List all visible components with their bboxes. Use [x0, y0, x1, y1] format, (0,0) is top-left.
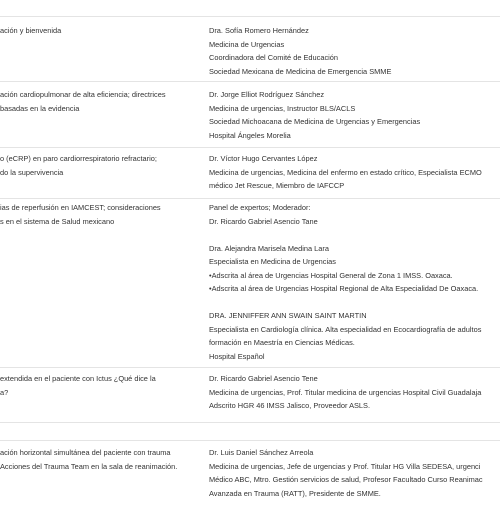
- table-row: [0, 148, 500, 199]
- speaker-cell: [209, 24, 500, 78]
- speaker-detail: Avanzada en Trauma (RATT), Presidente de SMME.: [209, 488, 381, 498]
- spacer: [209, 228, 500, 242]
- speaker-detail: médico Jet Rescue, Miembro de IAFCCP: [209, 181, 345, 190]
- speaker-name: Dr. Luis Daniel Sánchez Arreola: [209, 448, 314, 457]
- speaker-detail: Médico ABC, Mtro. Gestión servicios de salud, Profesor Facultado Curso Reanimac: [209, 475, 483, 484]
- speaker-cell: [209, 201, 500, 363]
- table-row: [0, 441, 500, 511]
- topic-text: Acciones del Trauma Team en la sala de reanimación.: [0, 461, 178, 471]
- speaker-cell: [209, 446, 500, 500]
- table-row: [0, 199, 500, 368]
- speaker-cell: [209, 88, 500, 142]
- speaker-detail: Medicina de urgencias, Medicina del enfermo en estado crítico, Especialista ECMO: [209, 167, 482, 177]
- speaker-detail: Especialista en Medicina de Urgencias: [209, 257, 336, 266]
- speaker-name: Dr. Ricardo Gabriel Asencio Tene: [209, 374, 318, 383]
- table-top-border: [0, 0, 500, 17]
- speaker-detail: Especialista en Cardiología clínica. Alta especialidad en Ecocardiografía de adultos: [209, 324, 482, 334]
- speaker-detail: Medicina de urgencias, Jefe de urgencias y Prof. Titular HG Villa SEDESA, urgenci: [209, 461, 481, 471]
- speaker-name: Dr. Víctor Hugo Cervantes López: [209, 154, 318, 163]
- table-row: [0, 82, 500, 148]
- speaker-detail: Medicina de urgencias, Prof. Titular medicina de urgencias Hospital Civil Guadalaja: [209, 387, 482, 397]
- topic-text: ación cardiopulmonar de alta eficiencia; directrices: [0, 90, 166, 99]
- speaker-cell: [209, 372, 500, 413]
- table-row: [0, 368, 500, 423]
- topic-text: ias de reperfusión en IAMCEST; consideraciones: [0, 203, 161, 212]
- topic-text: do la supervivencia: [0, 167, 64, 177]
- speaker-detail: Sociedad Mexicana de Medicina de Emergencia SMME: [209, 66, 392, 76]
- speaker-name: DRA. JENNIFFER ANN SWAIN SAINT MARTIN: [209, 311, 367, 320]
- speaker-detail: Sociedad Michoacana de Medicina de Urgencias y Emergencias: [209, 117, 421, 126]
- speaker-detail: Medicina de urgencias, Instructor BLS/ACLS: [209, 103, 356, 113]
- topic-text: o (eCRP) en paro cardiorrespiratorio refractario;: [0, 154, 157, 163]
- topic-cell: [0, 446, 190, 473]
- speaker-detail: Medicina de Urgencias: [209, 39, 285, 49]
- speaker-detail: Adscrito HGR 46 IMSS Jalisco, Proveedor ASLS.: [209, 401, 371, 410]
- speaker-detail: Hospital Ángeles Morelia: [209, 130, 291, 140]
- speaker-name: Dra. Alejandra Marisela Medina Lara: [209, 243, 329, 253]
- topic-text: ación horizontal simultánea del paciente con trauma: [0, 448, 171, 457]
- speaker-detail: formación en Maestría en Ciencias Médicas.: [209, 338, 355, 347]
- topic-text: s en el sistema de Salud mexicano: [0, 216, 115, 226]
- speaker-name: Dr. Jorge Elliot Rodríguez Sánchez: [209, 90, 325, 99]
- speaker-name: Dr. Ricardo Gabriel Asencio Tane: [209, 216, 318, 226]
- speaker-detail: Coordinadora del Comité de Educación: [209, 53, 339, 62]
- topic-cell: [0, 372, 190, 399]
- speaker-detail: Hospital Español: [209, 351, 265, 361]
- speaker-detail: •Adscrita al área de Urgencias Hospital Regional de Alta Especialidad De Oaxaca.: [209, 284, 479, 293]
- topic-cell: [0, 88, 190, 115]
- table-row: [0, 17, 500, 82]
- spacer: [209, 296, 500, 310]
- topic-text: a?: [0, 387, 9, 397]
- topic-cell: [0, 201, 190, 228]
- topic-cell: [0, 24, 190, 38]
- speaker-name: Dra. Sofía Romero Hernández: [209, 26, 309, 35]
- topic-text: basadas en la evidencia: [0, 103, 80, 113]
- speaker-detail: •Adscrita al área de Urgencias Hospital General de Zona 1 IMSS. Oaxaca.: [209, 270, 453, 280]
- topic-cell: [0, 152, 190, 179]
- topic-text: extendida en el paciente con Ictus ¿Qué dice la: [0, 374, 156, 383]
- topic-text: ación y bienvenida: [0, 26, 62, 35]
- table-row: [0, 423, 500, 441]
- panel-label: Panel de expertos; Moderador:: [209, 203, 311, 212]
- speaker-cell: [209, 152, 500, 193]
